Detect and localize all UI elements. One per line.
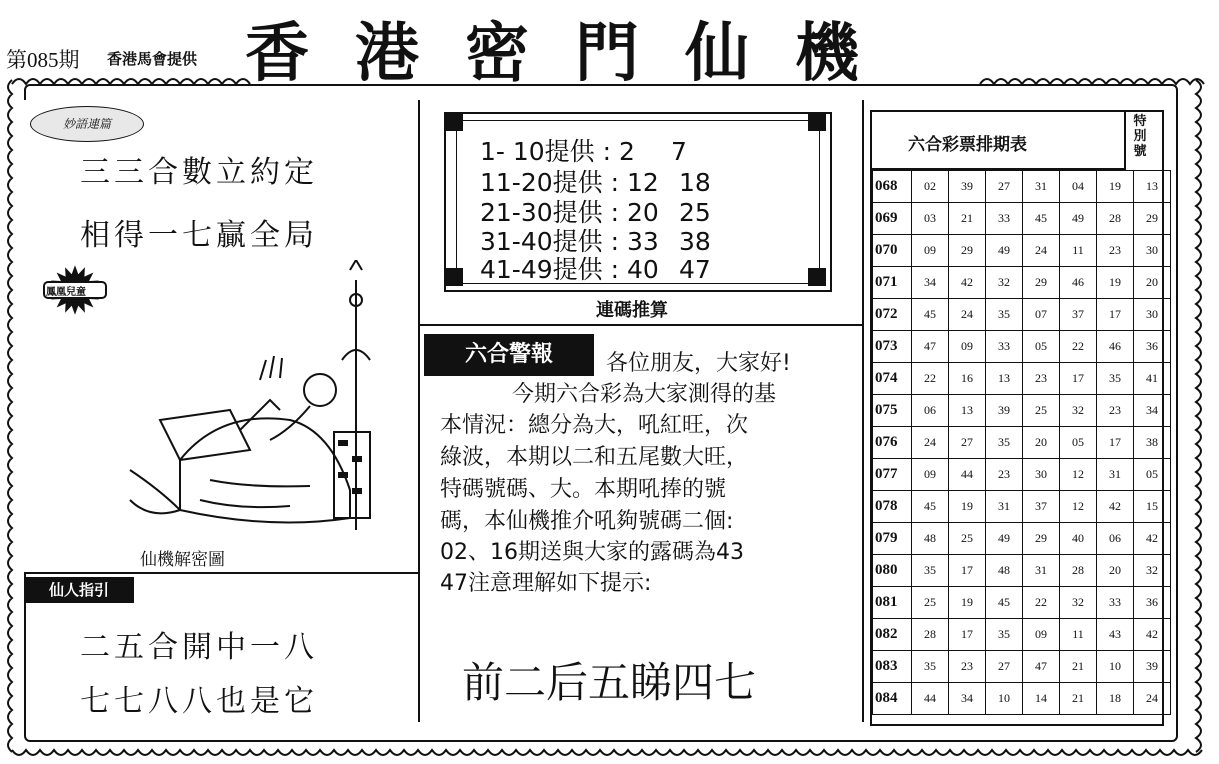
greeting: 各位朋友，大家好! [606,351,791,376]
number-cell: 02 [912,171,949,203]
divider-left [418,100,420,722]
number-cell: 07 [1023,299,1060,331]
number-cell: 21 [949,203,986,235]
number-cell: 25 [949,523,986,555]
number-cell: 32 [1134,555,1171,587]
number-cell: 24 [949,299,986,331]
number-cell: 34 [1134,395,1171,427]
number-cell: 35 [912,651,949,683]
period-id: 072 [873,299,912,331]
number-cell: 38 [1134,427,1171,459]
number-cell: 13 [949,395,986,427]
number-cell: 44 [912,683,949,715]
period-id: 082 [873,619,912,651]
number-cell: 13 [986,363,1023,395]
period-id: 084 [873,683,912,715]
number-cell: 35 [1097,363,1134,395]
table-row [873,491,1171,523]
number-cell: 21 [1060,651,1097,683]
number-cell: 29 [1023,523,1060,555]
star-badge-text: 鳳凰兒童 [46,287,86,298]
table-row [873,427,1171,459]
number-cell: 32 [986,267,1023,299]
body-line-4: 特碼號碼、大。本期吼捧的號 [440,477,727,502]
provide-line-2: 11-20提供 : 12 18 [480,168,711,197]
number-cell: 23 [1023,363,1060,395]
number-cell: 30 [1134,299,1171,331]
period-id: 070 [873,235,912,267]
number-cell: 17 [949,619,986,651]
number-cell: 40 [1060,523,1097,555]
number-cell: 09 [912,459,949,491]
provide-line-3: 21-30提供 : 20 25 [480,198,711,227]
number-cell: 43 [1097,619,1134,651]
table-row [873,459,1171,491]
number-cell: 31 [1023,555,1060,587]
number-cell: 45 [986,587,1023,619]
number-cell: 03 [912,203,949,235]
number-cell: 05 [1060,427,1097,459]
table-row [873,683,1171,715]
body-line-3: 綠波，本期以二和五尾數大旺， [440,445,749,470]
number-cell: 09 [912,235,949,267]
provide-subtitle: 連碼推算 [596,300,668,321]
number-cell: 12 [1060,491,1097,523]
number-cell: 05 [1023,331,1060,363]
period-id: 069 [873,203,912,235]
number-cell: 29 [1023,267,1060,299]
number-cell: 11 [1060,235,1097,267]
number-cell: 04 [1060,171,1097,203]
number-cell: 42 [949,267,986,299]
number-cell: 33 [986,203,1023,235]
table-row [873,299,1171,331]
middle-divider [418,324,862,326]
image-caption: 仙機解密圖 [140,550,225,570]
table-row [873,267,1171,299]
number-cell: 06 [912,395,949,427]
body-line-6: 02、16期送與大家的露碼為43 [440,540,744,565]
table-row [873,235,1171,267]
number-cell: 47 [1023,651,1060,683]
number-cell: 47 [912,331,949,363]
divider-right [862,100,864,722]
number-cell: 35 [986,427,1023,459]
table-row [873,619,1171,651]
number-cell: 46 [1060,267,1097,299]
number-cell: 37 [1060,299,1097,331]
number-cell: 46 [1097,331,1134,363]
number-cell: 27 [986,651,1023,683]
number-cell: 34 [912,267,949,299]
period-id: 079 [873,523,912,555]
number-cell: 32 [1060,587,1097,619]
number-cell: 32 [1060,395,1097,427]
number-cell: 34 [949,683,986,715]
corner-icon-tr [808,113,826,131]
schedule-title: 六合彩票排期表 [908,135,1027,155]
number-cell: 10 [1097,651,1134,683]
number-cell: 24 [1134,683,1171,715]
number-cell: 49 [1060,203,1097,235]
body-line-1: 今期六合彩為大家測得的基 [512,382,777,407]
period-id: 074 [873,363,912,395]
number-cell: 39 [949,171,986,203]
number-cell: 28 [912,619,949,651]
number-cell: 42 [1134,523,1171,555]
number-cell: 36 [1134,587,1171,619]
poem-top-line-2: 相得一七贏全局 [80,218,318,253]
number-cell: 09 [949,331,986,363]
number-cell: 22 [1023,587,1060,619]
number-cell: 14 [1023,683,1060,715]
number-cell: 33 [1097,587,1134,619]
table-row [873,203,1171,235]
table-row [873,171,1171,203]
corner-icon-tl [445,113,463,131]
number-cell: 49 [986,235,1023,267]
provide-line-5: 41-49提供 : 40 47 [480,255,711,284]
number-cell: 36 [1134,331,1171,363]
number-cell: 45 [912,299,949,331]
badge-oval: 妙語連篇 [30,106,144,142]
number-cell: 35 [912,555,949,587]
number-cell: 20 [1023,427,1060,459]
number-cell: 19 [1097,171,1134,203]
number-cell: 22 [1060,331,1097,363]
period-id: 076 [873,427,912,459]
number-cell: 45 [1023,203,1060,235]
issue-number: 第085期 [6,48,80,72]
number-cell: 28 [1060,555,1097,587]
number-cell: 23 [986,459,1023,491]
table-row [873,363,1171,395]
schedule-table [872,170,1171,715]
number-cell: 19 [949,587,986,619]
body-line-2: 本情況：總分為大，吼紅旺，次 [440,413,749,438]
number-cell: 20 [1134,267,1171,299]
table-row [873,331,1171,363]
number-cell: 21 [1060,683,1097,715]
number-cell: 39 [1134,651,1171,683]
hint-text: 前二后五睇四七 [462,658,757,707]
number-cell: 12 [1060,459,1097,491]
page-title: 香港密門仙機 [245,17,905,91]
number-cell: 45 [912,491,949,523]
period-id: 073 [873,331,912,363]
number-cell: 10 [986,683,1023,715]
number-cell: 06 [1097,523,1134,555]
provider-label: 香港馬會提供 [107,50,198,68]
number-cell: 31 [986,491,1023,523]
number-cell: 42 [1097,491,1134,523]
table-row [873,651,1171,683]
number-cell: 19 [1097,267,1134,299]
table-row [873,395,1171,427]
body-line-5: 碼，本仙機推介吼夠號碼二個: [440,509,734,534]
number-cell: 16 [949,363,986,395]
period-id: 083 [873,651,912,683]
period-id: 068 [873,171,912,203]
number-cell: 23 [1097,235,1134,267]
number-cell: 31 [1023,171,1060,203]
number-cell: 18 [1097,683,1134,715]
period-id: 077 [873,459,912,491]
poem-bottom-line-2: 七七八八也是它 [80,684,318,719]
number-cell: 49 [986,523,1023,555]
number-cell: 35 [986,619,1023,651]
number-cell: 25 [912,587,949,619]
number-cell: 17 [1060,363,1097,395]
table-row [873,555,1171,587]
number-cell: 05 [1134,459,1171,491]
number-cell: 41 [1134,363,1171,395]
number-cell: 17 [1097,427,1134,459]
number-cell: 13 [1134,171,1171,203]
number-cell: 27 [986,171,1023,203]
number-cell: 11 [1060,619,1097,651]
period-id: 075 [873,395,912,427]
number-cell: 44 [949,459,986,491]
period-id: 081 [873,587,912,619]
number-cell: 22 [912,363,949,395]
alert-label: 六合警報 [424,334,594,376]
number-cell: 23 [949,651,986,683]
provide-line-4: 31-40提供 : 33 38 [480,227,711,256]
period-id: 080 [873,555,912,587]
number-cell: 39 [986,395,1023,427]
corner-icon-br [808,268,826,286]
period-id: 078 [873,491,912,523]
table-row [873,523,1171,555]
number-cell: 35 [986,299,1023,331]
number-cell: 48 [986,555,1023,587]
number-cell: 17 [949,555,986,587]
number-cell: 42 [1134,619,1171,651]
number-cell: 17 [1097,299,1134,331]
number-cell: 29 [949,235,986,267]
body-line-7: 47注意理解如下提示: [440,571,652,596]
guide-label: 仙人指引 [24,577,134,603]
special-label: 特別號 [1133,114,1147,159]
number-cell: 48 [912,523,949,555]
number-cell: 20 [1097,555,1134,587]
number-cell: 33 [986,331,1023,363]
poem-bottom-line-1: 二五合開中一八 [80,630,318,665]
number-cell: 31 [1097,459,1134,491]
number-cell: 15 [1134,491,1171,523]
number-cell: 29 [1134,203,1171,235]
number-cell: 25 [1023,395,1060,427]
table-row [873,587,1171,619]
number-cell: 30 [1134,235,1171,267]
number-cell: 30 [1023,459,1060,491]
number-cell: 09 [1023,619,1060,651]
sage-illustration [120,260,410,545]
period-id: 071 [873,267,912,299]
number-cell: 28 [1097,203,1134,235]
number-cell: 24 [912,427,949,459]
number-cell: 37 [1023,491,1060,523]
number-cell: 27 [949,427,986,459]
number-cell: 24 [1023,235,1060,267]
corner-icon-bl [445,268,463,286]
poem-top-line-1: 三三合數立約定 [80,155,318,190]
number-cell: 23 [1097,395,1134,427]
number-cell: 19 [949,491,986,523]
provide-line-1: 1- 10提供 : 2 7 [480,137,687,166]
